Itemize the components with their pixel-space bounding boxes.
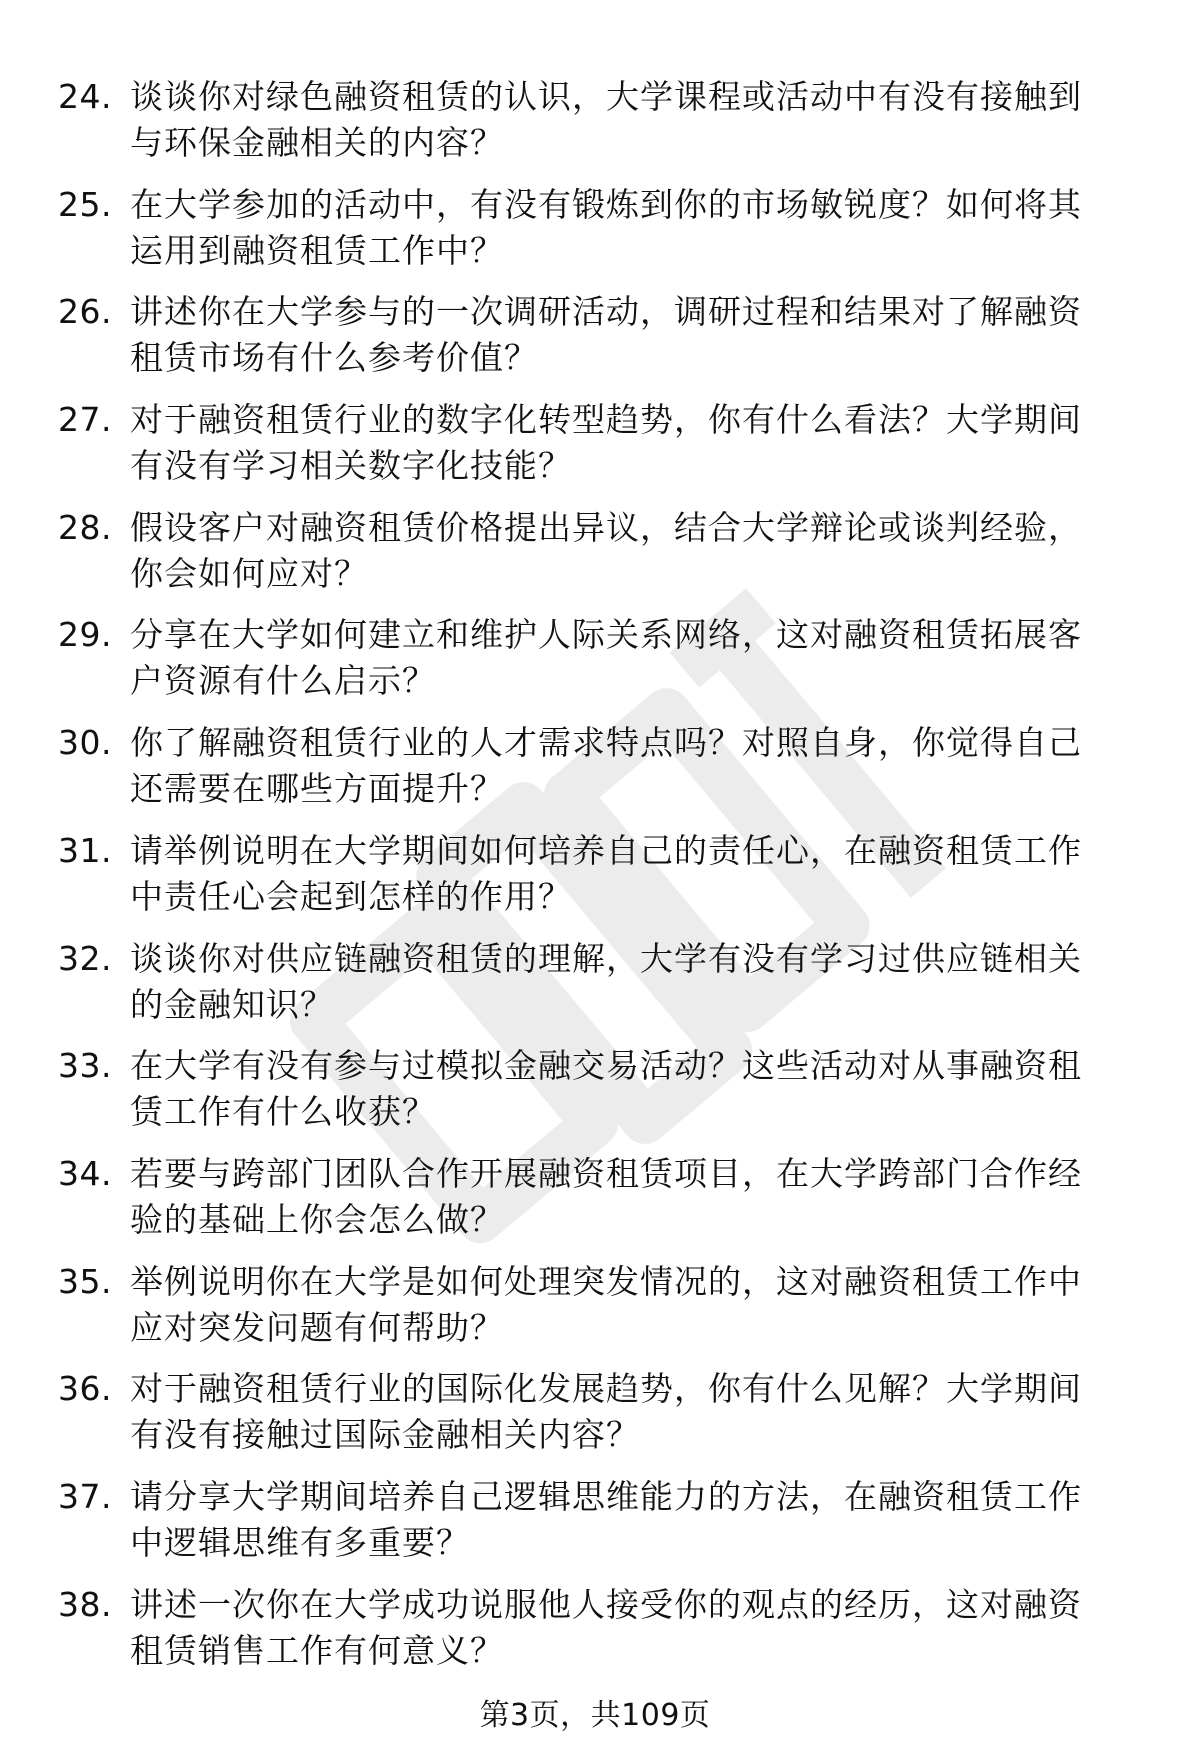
question-number: 36. [58, 1369, 112, 1409]
question-item [58, 612, 1148, 720]
question-number: 37. [58, 1476, 112, 1516]
question-text [130, 74, 1190, 166]
question-line: 户资源有什么启示？ [130, 661, 436, 701]
question-number: 33. [58, 1046, 112, 1086]
question-line: 验的基础上你会怎么做？ [130, 1199, 504, 1239]
question-item [58, 720, 1148, 828]
question-line: 谈谈你对供应链融资租赁的理解，大学有没有学习过供应链相关 [130, 938, 1082, 978]
question-line: 租赁销售工作有何意义？ [130, 1630, 504, 1670]
question-line: 赁工作有什么收获？ [130, 1092, 436, 1132]
question-number: 34. [58, 1153, 112, 1193]
question-number: 24. [58, 77, 112, 116]
question-text [130, 1474, 1190, 1566]
page-footer: 第3页，共109页 [479, 1698, 711, 1733]
question-line: 的金融知识？ [130, 984, 334, 1024]
question-item [58, 505, 1148, 613]
question-item [58, 1151, 1148, 1259]
question-line: 中责任心会起到怎样的作用？ [130, 876, 572, 916]
question-line: 租赁市场有什么参考价值？ [130, 338, 538, 378]
question-item [58, 182, 1148, 290]
question-text [130, 612, 1190, 704]
question-line: 请举例说明在大学期间如何培养自己的责任心，在融资租赁工作 [130, 830, 1082, 870]
question-number: 31. [58, 830, 112, 870]
question-line: 举例说明你在大学是如何处理突发情况的，这对融资租赁工作中 [130, 1261, 1082, 1301]
question-text [130, 182, 1190, 274]
question-line: 你会如何应对？ [130, 553, 368, 593]
question-line: 若要与跨部门团队合作开展融资租赁项目，在大学跨部门合作经 [130, 1153, 1082, 1193]
question-line: 有没有接触过国际金融相关内容？ [130, 1415, 640, 1455]
question-line: 应对突发问题有何帮助？ [130, 1307, 504, 1347]
question-line: 运用到融资租赁工作中？ [130, 230, 504, 270]
question-item [58, 397, 1148, 505]
question-item [58, 289, 1148, 397]
question-number: 26. [58, 292, 112, 332]
question-text [130, 1259, 1190, 1351]
question-line: 谈谈你对绿色融资租赁的认识，大学课程或活动中有没有接触到 [130, 77, 1082, 116]
question-item [58, 1474, 1148, 1582]
question-number: 30. [58, 723, 112, 763]
question-item [58, 936, 1148, 1044]
question-item [58, 1366, 1148, 1474]
question-number: 27. [58, 400, 112, 440]
question-number: 35. [58, 1261, 112, 1301]
question-text [130, 828, 1190, 920]
question-text [130, 397, 1190, 489]
question-line: 对于融资租赁行业的国际化发展趋势，你有什么见解？大学期间 [130, 1369, 1082, 1409]
question-line: 在大学参加的活动中，有没有锻炼到你的市场敏锐度？如何将其 [130, 184, 1082, 224]
question-line: 你了解融资租赁行业的人才需求特点吗？对照自身，你觉得自己 [130, 723, 1082, 763]
question-number: 32. [58, 938, 112, 978]
question-line: 在大学有没有参与过模拟金融交易活动？这些活动对从事融资租 [130, 1046, 1082, 1086]
question-item [58, 828, 1148, 936]
question-text [130, 289, 1190, 381]
question-text [130, 1582, 1190, 1674]
question-line: 假设客户对融资租赁价格提出异议，结合大学辩论或谈判经验， [130, 507, 1082, 547]
question-line: 有没有学习相关数字化技能？ [130, 446, 572, 486]
question-line: 中逻辑思维有多重要？ [130, 1522, 470, 1562]
question-text [130, 1151, 1190, 1243]
question-item [58, 74, 1148, 182]
question-text [130, 936, 1190, 1028]
question-item [58, 1582, 1148, 1690]
question-number: 25. [58, 184, 112, 224]
question-number: 29. [58, 615, 112, 655]
question-line: 讲述你在大学参与的一次调研活动，调研过程和结果对了解融资 [130, 292, 1082, 332]
question-item [58, 1043, 1148, 1151]
question-line: 与环保金融相关的内容？ [130, 123, 504, 162]
question-text [130, 1366, 1190, 1458]
question-line: 讲述一次你在大学成功说服他人接受你的观点的经历，这对融资 [130, 1584, 1082, 1624]
question-item [58, 1259, 1148, 1367]
question-text [130, 1043, 1190, 1135]
question-text [130, 505, 1190, 597]
question-list [58, 74, 1148, 1689]
question-line: 对于融资租赁行业的数字化转型趋势，你有什么看法？大学期间 [130, 400, 1082, 440]
question-line: 分享在大学如何建立和维护人际关系网络，这对融资租赁拓展客 [130, 615, 1082, 655]
question-number: 38. [58, 1584, 112, 1624]
question-text [130, 720, 1190, 812]
question-number: 28. [58, 507, 112, 547]
question-line: 还需要在哪些方面提升？ [130, 769, 504, 809]
question-line: 请分享大学期间培养自己逻辑思维能力的方法，在融资租赁工作 [130, 1476, 1082, 1516]
